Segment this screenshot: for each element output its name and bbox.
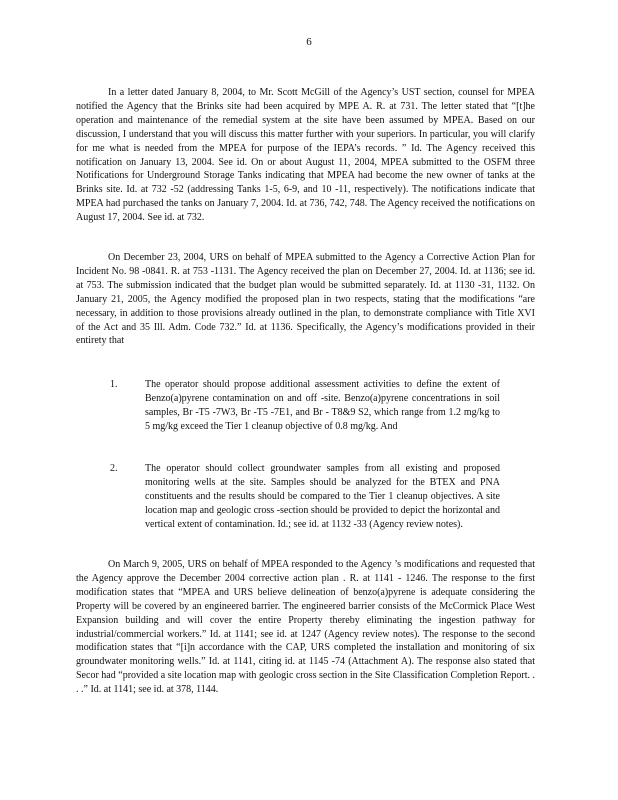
- paragraph-corrective-action-plan: On December 23, 2004, URS on behalf of MPEA submitted to the Agency a Corrective Action Plan for Incident No. 98 -0841. R. at 753 -1131. The Agency received the plan on December 27, 2004. Id. at 1136; see id. at 753. The submission indicated that the budget plan would be submitted separately. Id. at 1130 -31, 1132. On January 21, 2005, the Agency modified the proposed plan in two respects, stating that the modifications “are necessary, in addition to those provisions already outlined in the plan, to demonstrate compliance with Title XVI of the Act and 35 Ill. Adm. Code 732.” Id. at 1136. Specifically, the Agency’s modifications provided in their entirety that: [76, 252, 535, 347]
- page-number: 6: [306, 36, 312, 48]
- paragraph-urs-response: On March 9, 2005, URS on behalf of MPEA responded to the Agency ’s modifications and requested that the Agency approve the December 2004 corrective action plan . R. at 1141 - 1246. The response to the first modification states that “MPEA and URS believe delineation of benzo(a)pyrene is adequate considering the Property will be covered by an engineered barrier. The engineered barrier consists of the McCormick Place West Expansion building and will cover the entire Property thereby eliminating the ingestion pathway for industrial/commercial workers.” Id. at 1141; see id. at 1247 (Agency review notes). The response to the second modification states that “[i]n accordance with the CAP, URS completed the installation and monitoring of six groundwater monitoring wells.” Id. at 1141, citing id. at 1145 -74 (Attachment A). The response also stated that Secor had “provided a site location map with geologic cross section in the Site Classification Completion Report. . . .” Id. at 1141; see id. at 378, 1144.: [76, 559, 535, 696]
- list-item-text: The operator should collect groundwater samples from all existing and proposed monitoring wells at the site. Samples should be analyzed for the BTEX and PNA constituents and the results should be compared to the Tier 1 cleanup objectives. A site location map and geologic cross -section should be provided to depict the horizontal and vertical extent of contamination. Id.; see id. at 1132 -33 (Agency review notes).: [145, 463, 500, 530]
- list-item-text: The operator should propose additional assessment activities to define the extent of Benzo(a)pyrene contamination on and off -site. Benzo(a)pyrene concentrations in soil samples, Br -T5 -7W3, Br -T5 -7E1, and Br - T8&9 S2, which range from 1.2 mg/kg to 5 mg/kg exceed the Tier 1 cleanup objective of 0.8 mg/kg. And: [145, 379, 500, 432]
- list-item-number: 1.: [110, 379, 118, 390]
- paragraph-mpea-notification: In a letter dated January 8, 2004, to Mr. Scott McGill of the Agency’s UST section, counsel for MPEA notified the Agency that the Brinks site had been acquired by MPE A. R. at 731. The letter stated that “[t]he operation and maintenance of the remedial system at the site have been assumed by MPEA. Based on our discussion, I understand that you will discuss this matter further with your superiors. In particular, you will clarify for me what is needed from the MPEA for purpose of the IEPA’s records. ” Id. The Agency received this notification on January 13, 2004. See id. On or about August 11, 2004, MPEA submitted to the OSFM three Notifications for Underground Storage Tanks indicating that MPEA had become the new owner of tanks at the Brinks site. Id. at 732 -52 (addressing Tanks 1-5, 6-9, and 10 -11, respectively). The notifications indicate that MPEA had purchased the tanks on January 7, 2004. Id. at 736, 742, 748. The Agency received the notifications on August 17, 2004. See id. at 732.: [76, 87, 535, 224]
- list-item-number: 2.: [110, 463, 118, 474]
